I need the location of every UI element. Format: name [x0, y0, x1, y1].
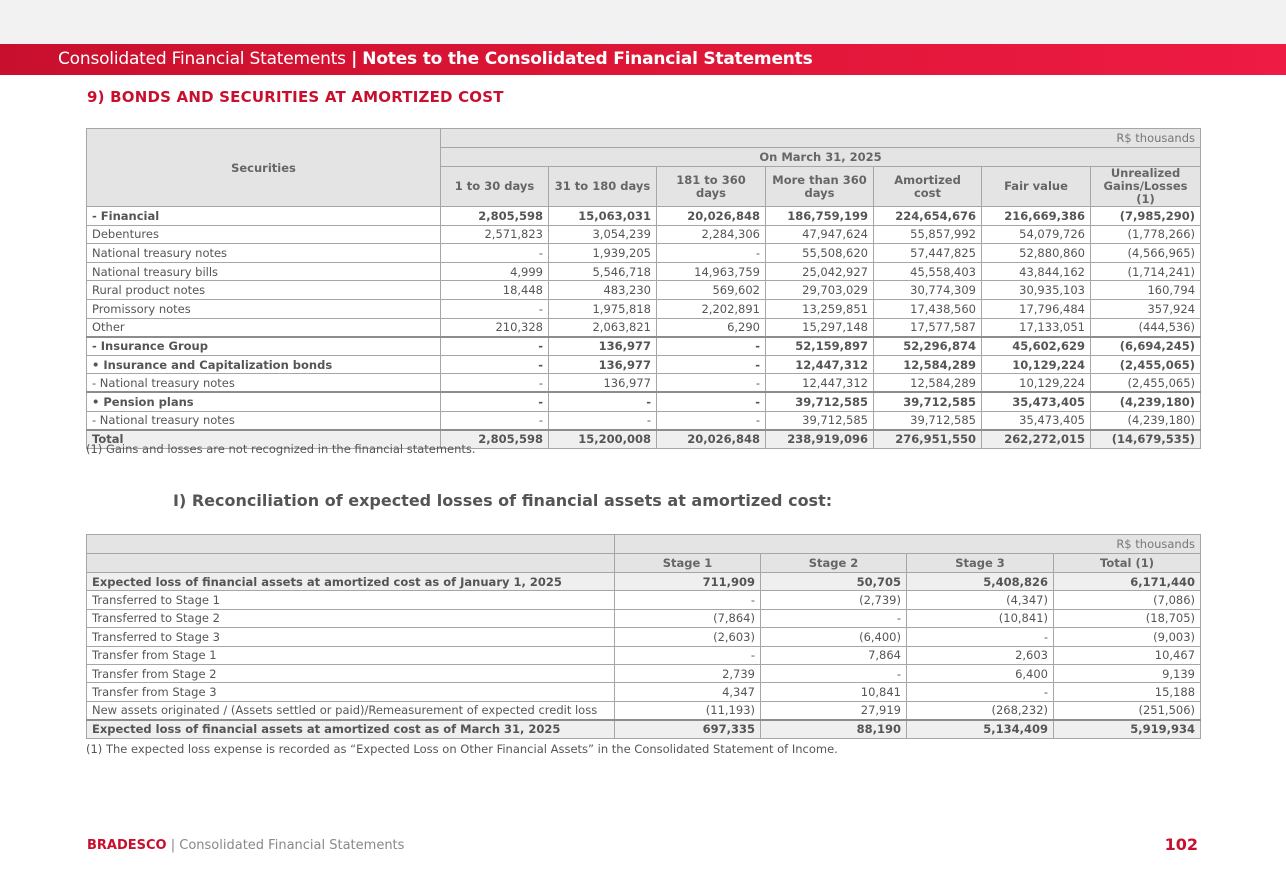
- cell-value: -: [615, 646, 761, 664]
- header-page-title: Notes to the Consolidated Financial Statements: [362, 49, 813, 69]
- cell-value: 35,473,405: [982, 411, 1091, 430]
- cell-value: 17,133,051: [982, 318, 1091, 337]
- cell-value: -: [441, 411, 549, 430]
- unit-label: R$ thousands: [441, 129, 1201, 148]
- cell-value: -: [907, 628, 1054, 646]
- cell-value: 12,584,289: [874, 355, 982, 374]
- cell-value: -: [549, 392, 657, 411]
- table1-column-header: 1 to 30 days: [441, 167, 549, 207]
- cell-value: 483,230: [549, 281, 657, 300]
- cell-value: 45,558,403: [874, 262, 982, 281]
- footer-brand: BRADESCO: [87, 838, 167, 853]
- cell-value: -: [441, 299, 549, 318]
- table-row: [87, 207, 1201, 226]
- cell-value: 20,026,848: [657, 207, 766, 226]
- table-row: [87, 646, 1201, 664]
- cell-value: -: [657, 355, 766, 374]
- cell-value: 697,335: [615, 720, 761, 738]
- cell-value: 29,703,029: [766, 281, 874, 300]
- cell-value: 52,296,874: [874, 337, 982, 356]
- table1-column-header: Fair value: [982, 167, 1091, 207]
- cell-value: 136,977: [549, 374, 657, 393]
- cell-value: 238,919,096: [766, 430, 874, 449]
- cell-value: 30,935,103: [982, 281, 1091, 300]
- table1-column-header: Unrealized Gains/Losses (1): [1091, 167, 1201, 207]
- cell-value: 39,712,585: [874, 411, 982, 430]
- cell-value: 4,999: [441, 262, 549, 281]
- table1-column-header: 31 to 180 days: [549, 167, 657, 207]
- cell-value: 27,919: [761, 701, 907, 719]
- row-label: Total: [87, 430, 441, 449]
- cell-value: 17,796,484: [982, 299, 1091, 318]
- cell-value: 55,508,620: [766, 244, 874, 263]
- row-label: National treasury notes: [87, 244, 441, 263]
- cell-value: 12,584,289: [874, 374, 982, 393]
- cell-value: 5,919,934: [1054, 720, 1201, 738]
- cell-value: (251,506): [1054, 701, 1201, 719]
- cell-value: 2,805,598: [441, 430, 549, 449]
- cell-value: 10,467: [1054, 646, 1201, 664]
- table-row: [87, 720, 1201, 738]
- cell-value: 17,577,587: [874, 318, 982, 337]
- cell-value: 30,774,309: [874, 281, 982, 300]
- cell-value: 52,880,860: [982, 244, 1091, 263]
- cell-value: 2,284,306: [657, 225, 766, 244]
- cell-value: 39,712,585: [766, 392, 874, 411]
- table-row: [87, 262, 1201, 281]
- cell-value: (11,193): [615, 701, 761, 719]
- cell-value: (2,603): [615, 628, 761, 646]
- row-label: Transfer from Stage 2: [87, 664, 615, 682]
- row-label: - National treasury notes: [87, 374, 441, 393]
- cell-value: 2,571,823: [441, 225, 549, 244]
- cell-value: 136,977: [549, 337, 657, 356]
- cell-value: 136,977: [549, 355, 657, 374]
- row-label: Transferred to Stage 1: [87, 591, 615, 609]
- cell-value: -: [657, 337, 766, 356]
- page-number: 102: [1164, 835, 1198, 854]
- cell-value: 35,473,405: [982, 392, 1091, 411]
- cell-value: 52,159,897: [766, 337, 874, 356]
- cell-value: 262,272,015: [982, 430, 1091, 449]
- cell-value: (18,705): [1054, 609, 1201, 627]
- cell-value: (444,536): [1091, 318, 1201, 337]
- cell-value: -: [761, 609, 907, 627]
- table-row: [87, 392, 1201, 411]
- table-row: [87, 609, 1201, 627]
- cell-value: (9,003): [1054, 628, 1201, 646]
- cell-value: (2,455,065): [1091, 355, 1201, 374]
- cell-value: (2,455,065): [1091, 374, 1201, 393]
- cell-value: 55,857,992: [874, 225, 982, 244]
- cell-value: 2,739: [615, 664, 761, 682]
- cell-value: -: [615, 591, 761, 609]
- cell-value: 210,328: [441, 318, 549, 337]
- bonds-securities-table: [86, 128, 1201, 449]
- table-row: [87, 355, 1201, 374]
- cell-value: 2,603: [907, 646, 1054, 664]
- cell-value: -: [441, 337, 549, 356]
- cell-value: (4,566,965): [1091, 244, 1201, 263]
- footer: [87, 838, 404, 853]
- table-row: [87, 299, 1201, 318]
- cell-value: (7,086): [1054, 591, 1201, 609]
- cell-value: 5,134,409: [907, 720, 1054, 738]
- table2-column-header: Stage 2: [761, 554, 907, 573]
- table-row: [87, 244, 1201, 263]
- row-label: - National treasury notes: [87, 411, 441, 430]
- header-banner: [0, 44, 1286, 75]
- row-label: Transfer from Stage 1: [87, 646, 615, 664]
- cell-value: 216,669,386: [982, 207, 1091, 226]
- row-label: • Pension plans: [87, 392, 441, 411]
- table1-column-header: Amortized cost: [874, 167, 982, 207]
- table-row: [87, 701, 1201, 719]
- cell-value: (14,679,535): [1091, 430, 1201, 449]
- cell-value: 10,841: [761, 683, 907, 701]
- table1-column-header: More than 360 days: [766, 167, 874, 207]
- cell-value: -: [441, 374, 549, 393]
- row-label: National treasury bills: [87, 262, 441, 281]
- row-label: • Insurance and Capitalization bonds: [87, 355, 441, 374]
- cell-value: 10,129,224: [982, 355, 1091, 374]
- footer-separator: |: [166, 838, 180, 853]
- table1-footnote: (1) Gains and losses are not recognized in the financial statements.: [86, 442, 476, 456]
- cell-value: 2,063,821: [549, 318, 657, 337]
- cell-value: 160,794: [1091, 281, 1201, 300]
- table-row: [87, 318, 1201, 337]
- cell-value: 14,963,759: [657, 262, 766, 281]
- cell-value: 9,139: [1054, 664, 1201, 682]
- cell-value: 88,190: [761, 720, 907, 738]
- cell-value: 2,202,891: [657, 299, 766, 318]
- cell-value: 276,951,550: [874, 430, 982, 449]
- cell-value: -: [657, 411, 766, 430]
- cell-value: -: [441, 355, 549, 374]
- cell-value: 4,347: [615, 683, 761, 701]
- cell-value: 357,924: [1091, 299, 1201, 318]
- unit-label: R$ thousands: [615, 535, 1201, 554]
- cell-value: (6,694,245): [1091, 337, 1201, 356]
- cell-value: -: [549, 411, 657, 430]
- cell-value: 186,759,199: [766, 207, 874, 226]
- cell-value: -: [761, 664, 907, 682]
- cell-value: (268,232): [907, 701, 1054, 719]
- cell-value: 57,447,825: [874, 244, 982, 263]
- row-label: Rural product notes: [87, 281, 441, 300]
- row-label: Promissory notes: [87, 299, 441, 318]
- cell-value: 3,054,239: [549, 225, 657, 244]
- cell-value: 15,188: [1054, 683, 1201, 701]
- cell-value: 15,297,148: [766, 318, 874, 337]
- cell-value: 17,438,560: [874, 299, 982, 318]
- cell-value: 13,259,851: [766, 299, 874, 318]
- cell-value: 1,975,818: [549, 299, 657, 318]
- cell-value: 2,805,598: [441, 207, 549, 226]
- cell-value: 224,654,676: [874, 207, 982, 226]
- table2-column-header: Stage 3: [907, 554, 1054, 573]
- cell-value: 54,079,726: [982, 225, 1091, 244]
- cell-value: -: [441, 392, 549, 411]
- expected-losses-table: [86, 534, 1201, 739]
- cell-value: 6,290: [657, 318, 766, 337]
- table-row: [87, 664, 1201, 682]
- cell-value: 20,026,848: [657, 430, 766, 449]
- period-header: On March 31, 2025: [441, 148, 1201, 167]
- table-row: [87, 337, 1201, 356]
- header-separator: |: [351, 49, 358, 69]
- cell-value: (4,347): [907, 591, 1054, 609]
- cell-value: (4,239,180): [1091, 411, 1201, 430]
- cell-value: 12,447,312: [766, 355, 874, 374]
- cell-value: (7,864): [615, 609, 761, 627]
- cell-value: (1,778,266): [1091, 225, 1201, 244]
- table2-footnote: (1) The expected loss expense is recorded as “Expected Loss on Other Financial Assets” in the Consolidated Statement of Income.: [86, 742, 838, 756]
- cell-value: 50,705: [761, 573, 907, 591]
- row-label: Debentures: [87, 225, 441, 244]
- header-title: [58, 49, 813, 69]
- table-row: [87, 281, 1201, 300]
- securities-header: Securities: [87, 129, 441, 207]
- cell-value: 5,546,718: [549, 262, 657, 281]
- cell-value: 18,448: [441, 281, 549, 300]
- cell-value: 43,844,162: [982, 262, 1091, 281]
- row-label: - Financial: [87, 207, 441, 226]
- row-label: - Insurance Group: [87, 337, 441, 356]
- header-section: Consolidated Financial Statements: [58, 49, 346, 69]
- cell-value: 15,063,031: [549, 207, 657, 226]
- label-header: [87, 535, 615, 554]
- footer-text: Consolidated Financial Statements: [179, 838, 405, 853]
- top-margin: [0, 0, 1286, 44]
- row-label: Transferred to Stage 2: [87, 609, 615, 627]
- cell-value: 45,602,629: [982, 337, 1091, 356]
- cell-value: 6,400: [907, 664, 1054, 682]
- cell-value: 5,408,826: [907, 573, 1054, 591]
- table-row: [87, 591, 1201, 609]
- cell-value: 711,909: [615, 573, 761, 591]
- cell-value: 47,947,624: [766, 225, 874, 244]
- row-label: Expected loss of financial assets at amortized cost as of January 1, 2025: [87, 573, 615, 591]
- cell-value: 39,712,585: [766, 411, 874, 430]
- section-title: 9) BONDS AND SECURITIES AT AMORTIZED COST: [87, 88, 504, 106]
- cell-value: -: [657, 392, 766, 411]
- cell-value: 25,042,927: [766, 262, 874, 281]
- cell-value: 569,602: [657, 281, 766, 300]
- cell-value: (6,400): [761, 628, 907, 646]
- table2-column-header: Stage 1: [615, 554, 761, 573]
- row-label: Expected loss of financial assets at amortized cost as of March 31, 2025: [87, 720, 615, 738]
- cell-value: (1,714,241): [1091, 262, 1201, 281]
- cell-value: -: [657, 374, 766, 393]
- table-row: [87, 225, 1201, 244]
- cell-value: 6,171,440: [1054, 573, 1201, 591]
- cell-value: -: [907, 683, 1054, 701]
- table-row: [87, 411, 1201, 430]
- cell-value: -: [657, 244, 766, 263]
- row-label: Other: [87, 318, 441, 337]
- table-row: [87, 573, 1201, 591]
- row-label: New assets originated / (Assets settled or paid)/Remeasurement of expected credit loss: [87, 701, 615, 719]
- table-row: [87, 683, 1201, 701]
- row-label: Transferred to Stage 3: [87, 628, 615, 646]
- cell-value: (2,739): [761, 591, 907, 609]
- cell-value: -: [441, 244, 549, 263]
- cell-value: 7,864: [761, 646, 907, 664]
- label-header: [87, 554, 615, 573]
- cell-value: (10,841): [907, 609, 1054, 627]
- table2-column-header: Total (1): [1054, 554, 1201, 573]
- cell-value: 12,447,312: [766, 374, 874, 393]
- subsection-title: I) Reconciliation of expected losses of financial assets at amortized cost:: [173, 491, 833, 510]
- row-label: Transfer from Stage 3: [87, 683, 615, 701]
- cell-value: (4,239,180): [1091, 392, 1201, 411]
- cell-value: 1,939,205: [549, 244, 657, 263]
- cell-value: 39,712,585: [874, 392, 982, 411]
- cell-value: (7,985,290): [1091, 207, 1201, 226]
- cell-value: 15,200,008: [549, 430, 657, 449]
- table-row: [87, 628, 1201, 646]
- table-row: [87, 374, 1201, 393]
- cell-value: 10,129,224: [982, 374, 1091, 393]
- table1-column-header: 181 to 360 days: [657, 167, 766, 207]
